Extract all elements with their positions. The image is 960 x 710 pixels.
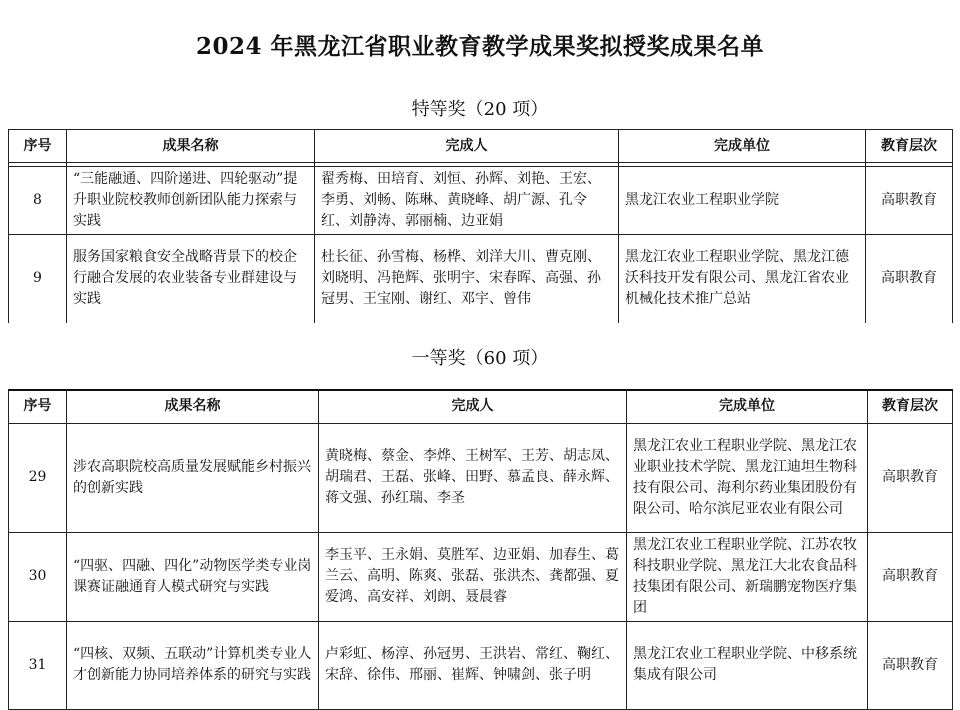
row-unit: 黑龙江农业工程职业学院、江苏农牧科技职业学院、黑龙江大北农食品科技集团有限公司、新瑞鹏宠物医疗集团 (627, 532, 868, 621)
header-name: 成果名称 (67, 130, 315, 163)
row-unit: 黑龙江农业工程职业学院、中移系统集成有限公司 (627, 621, 868, 709)
header-people: 完成人 (319, 390, 627, 423)
row-no: 31 (9, 621, 67, 709)
header-level: 教育层次 (868, 390, 953, 423)
section-heading-first: 一等奖（60 项） (411, 348, 549, 369)
header-unit: 完成单位 (619, 130, 866, 163)
header-people: 完成人 (315, 130, 619, 163)
row-name: 涉农高职院校高质量发展赋能乡村振兴的创新实践 (67, 423, 319, 532)
row-name: 服务国家粮食安全战略背景下的校企行融合发展的农业装备专业群建设与实践 (67, 235, 315, 323)
special-prize-table (8, 129, 953, 323)
table-header-row (9, 390, 953, 423)
row-unit: 黑龙江农业工程职业学院、黑龙江德沃科技开发有限公司、黑龙江省农业机械化技术推广总站 (619, 235, 866, 323)
row-people: 杜长征、孙雪梅、杨桦、刘洋大川、曹克刚、刘晓明、冯艳辉、张明宇、宋春晖、高强、孙冠男、王宝刚、谢红、邓宇、曾伟 (315, 235, 619, 323)
table-row (9, 423, 953, 532)
document-title: 2024 年黑龙江省职业教育教学成果奖拟授奖成果名单 (195, 33, 765, 60)
row-name: “四驱、四融、四化”动物医学类专业岗课赛证融通育人模式研究与实践 (67, 532, 319, 621)
row-no: 30 (9, 532, 67, 621)
first-prize-table (8, 389, 953, 710)
row-no: 9 (9, 235, 67, 323)
header-no: 序号 (9, 390, 67, 423)
row-name: “三能融通、四阶递进、四轮驱动”提升职业院校教师创新团队能力探索与实践 (67, 167, 315, 235)
row-unit: 黑龙江农业工程职业学院、黑龙江农业职业技术学院、黑龙江迪坦生物科技有限公司、海利尔药业集团股份有限公司、哈尔滨尼亚农业有限公司 (627, 423, 868, 532)
row-people: 黄晓梅、蔡金、李烨、王树军、王芳、胡志凤、胡瑞君、王磊、张峰、田野、慕孟良、薛永辉、蒋文强、孙红瑞、李圣 (319, 423, 627, 532)
header-level: 教育层次 (866, 130, 953, 163)
row-unit: 黑龙江农业工程职业学院 (619, 167, 866, 235)
section-heading-special: 特等奖（20 项） (411, 99, 549, 120)
row-level: 高职教育 (866, 235, 953, 323)
row-level: 高职教育 (868, 621, 953, 709)
header-no: 序号 (9, 130, 67, 163)
row-people: 卢彩虹、杨淳、孙冠男、王洪岩、常红、鞠红、宋辞、徐伟、邢丽、崔辉、钟啸剑、张子明 (319, 621, 627, 709)
row-level: 高职教育 (866, 167, 953, 235)
table-row (9, 621, 953, 709)
table-row (9, 235, 953, 323)
row-no: 8 (9, 167, 67, 235)
row-level: 高职教育 (868, 423, 953, 532)
table-row (9, 167, 953, 235)
row-name: “四核、双频、五联动”计算机类专业人才创新能力协同培养体系的研究与实践 (67, 621, 319, 709)
header-name: 成果名称 (67, 390, 319, 423)
row-no: 29 (9, 423, 67, 532)
header-unit: 完成单位 (627, 390, 868, 423)
table-header-row (9, 130, 953, 163)
row-people: 李玉平、王永娟、莫胜军、边亚娟、加春生、葛兰云、高明、陈爽、张磊、张洪杰、龚都强、夏爱鸿、高安祥、刘朗、聂晨睿 (319, 532, 627, 621)
table-row (9, 532, 953, 621)
row-people: 翟秀梅、田培育、刘恒、孙辉、刘艳、王宏、李勇、刘畅、陈琳、黄晓峰、胡广源、孔令红、刘静涛、郭丽楠、边亚娟 (315, 167, 619, 235)
row-level: 高职教育 (868, 532, 953, 621)
